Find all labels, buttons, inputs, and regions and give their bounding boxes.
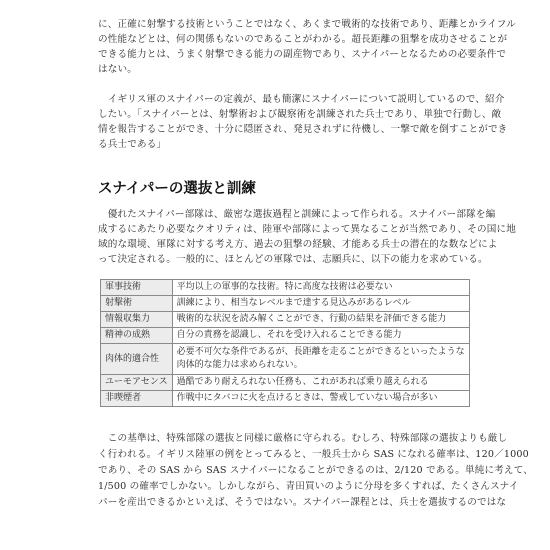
intro-line: したい。「スナイパーとは、射撃術および観察術を訓練された兵士であり、単独で行動し、敵 — [98, 109, 502, 120]
table-row — [101, 391, 470, 407]
closing-line: 1/500 の確率でしかない。しかしながら、青田買いのように分母を多くすれば、たくさんスナイ — [98, 481, 519, 492]
requirements-table — [100, 279, 470, 407]
table-row-label: ユーモアセンス — [101, 375, 173, 391]
table-row-value: 戦術的な状況を読み解くことができ、行動の結果を評価できる能力 — [172, 312, 469, 328]
table-row-label: 肉体的適合性 — [101, 344, 173, 375]
table-row-value: 自分の責務を認識し、それを受け入れることできる能力 — [172, 328, 469, 344]
table-row — [101, 328, 470, 344]
intro-line: に、正確に射撃する技術ということではなく、あくまで戦術的な技術であり、距離とかライフル — [98, 19, 516, 30]
table-row-value: 平均以上の軍事的な技術。特に高度な技術は必要ない — [172, 280, 469, 296]
body-line: 優れたスナイパー部隊は、厳密な選抜過程と訓練によって作られる。スナイパー部隊を編 — [98, 209, 496, 220]
closing-line: く行われる。イギリス陸軍の例をとってみると、一般兵士から SAS になれる確率は、120／1000 — [98, 449, 529, 460]
intro-line: の性能などとは、何の関係もないのであることがわかる。超長距離の狙撃を成功させることが — [98, 34, 508, 45]
intro-line: る兵士である」 — [98, 139, 167, 150]
intro-line: はない。 — [98, 64, 137, 75]
table-row — [101, 344, 470, 375]
intro-line: 情を報告することができ、十分に隠匿され、発見されずに待機し、一撃で敵を倒すことができ — [98, 124, 508, 135]
body-line: 域的な環境、軍隊に対する考え方、過去の狙撃の経験、才能ある兵士の潜在的な数などによ — [98, 239, 498, 250]
body-line: って決定される。一般的に、ほとんどの軍隊では、志願兵に、以下の能力を求めている。 — [98, 254, 488, 265]
closing-line: であり、その SAS から SAS スナイパーになることができるのは、2/120 である。単純に考えて、 — [98, 465, 533, 476]
closing-line: この基準は、特殊部隊の選抜と同様に厳格に守られる。むしろ、特殊部隊の選抜よりも厳し — [98, 433, 508, 444]
intro-line: イギリス軍のスナイパーの定義が、最も簡潔にスナイパーについて説明しているので、紹介 — [98, 94, 505, 105]
table-row-label: 非喫煙者 — [101, 391, 173, 407]
body-line: 成するにあたり必要なクオリティは、陸軍や部隊によって異なることが当然であり、その国に地 — [98, 224, 517, 235]
table-row-label: 軍事技術 — [101, 280, 173, 296]
section-heading: スナイパーの選抜と訓練 — [98, 181, 256, 197]
table-row-value-line: 必要不可欠な条件であるが、長距離を走ることができるといったような — [176, 347, 465, 357]
table-row — [101, 280, 470, 296]
table-row-value: 過酷であり耐えられない任務も、これがあれば乗り越えられる — [172, 375, 469, 391]
table-row-value-line: 肉体的な能力は求められない。 — [176, 360, 303, 370]
table-row-value: 作戦中にタバコに火を点けるときは、警戒していない場合が多い — [172, 391, 469, 407]
table-row-label: 射撃術 — [101, 296, 173, 312]
table-row-value — [172, 344, 469, 375]
intro-line: できる能力とは、うまく射撃できる能力の副産物であり、スナイパーとなるための必要条件で — [98, 49, 507, 60]
table-row-value: 訓練により、相当なレベルまで達する見込みがあるレベル — [172, 296, 469, 312]
table-row — [101, 296, 470, 312]
table-row — [101, 375, 470, 391]
closing-line: パーを産出できるかといえば、そうではない。スナイパー課程とは、兵士を選抜するのではな — [98, 497, 507, 508]
table-row-label: 精神の成熟 — [101, 328, 173, 344]
table-row-label: 情報収集力 — [101, 312, 173, 328]
table-row — [101, 312, 470, 328]
